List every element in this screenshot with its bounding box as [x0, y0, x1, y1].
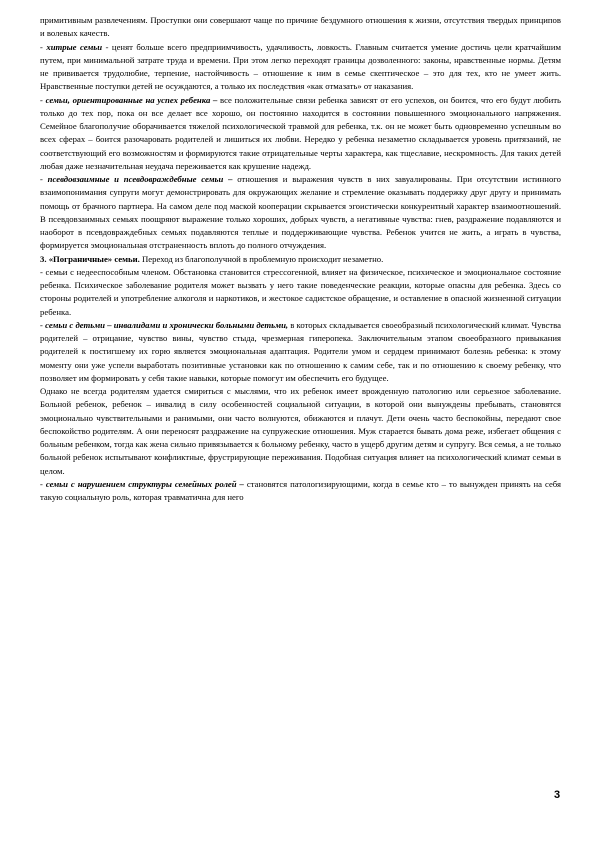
disabled-children-heading: - семьи с детьми – инвалидами и хронически больными детьми,	[40, 319, 289, 330]
document-body	[40, 14, 561, 504]
pseudo-mutual-heading: - псевдовзаимные и псевдовраждебные семьи –	[40, 174, 233, 184]
cunning-families-heading: - хитрые семьи -	[40, 41, 109, 52]
paragraph-incapacitated: - семьи с недееспособным членом. Обстановка становится стрессогенной, влияет на физическое, психическое и эмоциональное состояние ребенка. Психическое заболевание родителя может вызвать у него такие поведенческие реакции, которые опасны для ребенка. Здесь со стороны родителей и употребление алкоголя и наркотиков, и жестокое садистское обращение, и оставление в опасной жизненной ситуации ребенка.	[40, 266, 561, 317]
paragraph-role-structure: - семьи с нарушением структуры семейных ролей – становятся патологизирующими, когда в семье кто – то вынужден принять на себя такую социальную роль, которая травматична для него	[40, 478, 561, 502]
paragraph-disabled-children: - семьи с детьми – инвалидами и хронически больными детьми, в которых складывается своеобразный психологический климат. Чувства родителей – отрицание, чувство вины, чувство стыда, чрезмерная гиперопека. Заключительным этапом своеобразного привыкания родителей к постигшему их горю является эмоциональная адаптация. Родители умом и сердцем принимают болезнь ребенка: к этому моменту они уже успели выработать позитивные установки как по отношению к самим себе, так и по отношению к своему ребенку, что позволяет им формировать у себя такие навыки, которые помогут им обеспечить его будущее.	[40, 319, 561, 383]
paragraph-1: примитивным развлечениям. Проступки они совершают чаще по причине бездумного отношения к жизни, отсутствия твердых принципов и волевых качеств.	[40, 15, 561, 39]
paragraph-however: Однако не всегда родителям удается смириться с мыслями, что их ребенок имеет врожденную патологию или серьезное заболевание. Больной ребенок, ребенок – инвалид в силу особенностей социальной ситуации, в которой они вынуждены пребывать, становятся эмоционально чувствительными и ранимыми, они часто волнуются, обижаются и плачут. Дети очень часто беспокойны, передают свое беспокойство родителям. А они переносят раздражение на супружеские отношения. Муж старается бывать дома реже, избегает общения с больным ребенком, тогда как жена сильно привязывается к больному ребенку, часто в ущерб другим детям и супругу. Вся семья, а не только больной ребенок испытывают конфликтные, фрустрирующие переживания. Подобная ситуация влияет на психологический климат семьи в целом.	[40, 386, 561, 476]
page-number: 3	[554, 789, 561, 801]
role-structure-heading: - семьи с нарушением структуры семейных ролей –	[40, 478, 244, 489]
paragraph-success-oriented: - семьи, ориентированные на успех ребенка – все положительные связи ребенка зависят от его успехов, он боится, что его будут любить только до тех пор, пока он все делает все хорошо, он постоянно находится в состоянии повышенного эмоционального напряжения. Семейное благополучие оборачивается тяжелой психологической травмой для ребенка, т.к. он не может быть одновременно успешным во всех сферах – боится разочаровать родителей и лишиться их любви. Нередко у ребенка незаметно складывается уровень притязаний, не соответствующий его возможностям и формируются такие отрицательные черты характера, как тщеславие, нескромность. Для таких детей любая даже незначительная неудача переживается как крушение надежд.	[40, 94, 561, 171]
paragraph-borderline: 3. «Пограничные» семьи. Переход из благополучной в проблемную происходит незаметно.	[40, 253, 384, 264]
borderline-heading: 3. «Пограничные» семьи.	[40, 253, 140, 264]
success-oriented-heading: - семьи, ориентированные на успех ребенка –	[40, 94, 218, 105]
paragraph-pseudo-mutual: - псевдовзаимные и псевдовраждебные семьи – отношения и выражения чувств в них завуалированы. При отсутствии истинного взаимопонимания супруги могут демонстрировать для окружающих желание и стремление оказывать поддержку друг другу и принимать помощь от брачного партнера. На самом деле под маской кооперации скрывается эгоистически конкурентный характер взаимоотношений. В псевдовзаимных семьях поощряют выражение только хороших, добрых чувств, а негативные чувства: гнев, раздражение подавляются и наоборот в псевдовраждебных семьях подавляются теплые и поддерживающие чувства. Ребенок учится не жить, а играть в чувства, формируется эмоциональная отстраненность вплоть до полного отчуждения.	[40, 174, 561, 251]
paragraph-cunning-families: - хитрые семьи - ценят больше всего предприимчивость, удачливость, ловкость. Главным считается умение достичь цели кратчайшим путем, при минимальной затрате труда и времени. При этом легко переходят границы дозволенного: законы, нравственные нормы. Детям не прививается трудолюбие, терпение, настойчивость – отношение к ним в семье скептическое – это для тех, кто не умеет жить. Нравственные поступки детей не осуждаются, а только их последствия «как отмазать» от наказания.	[40, 41, 561, 92]
